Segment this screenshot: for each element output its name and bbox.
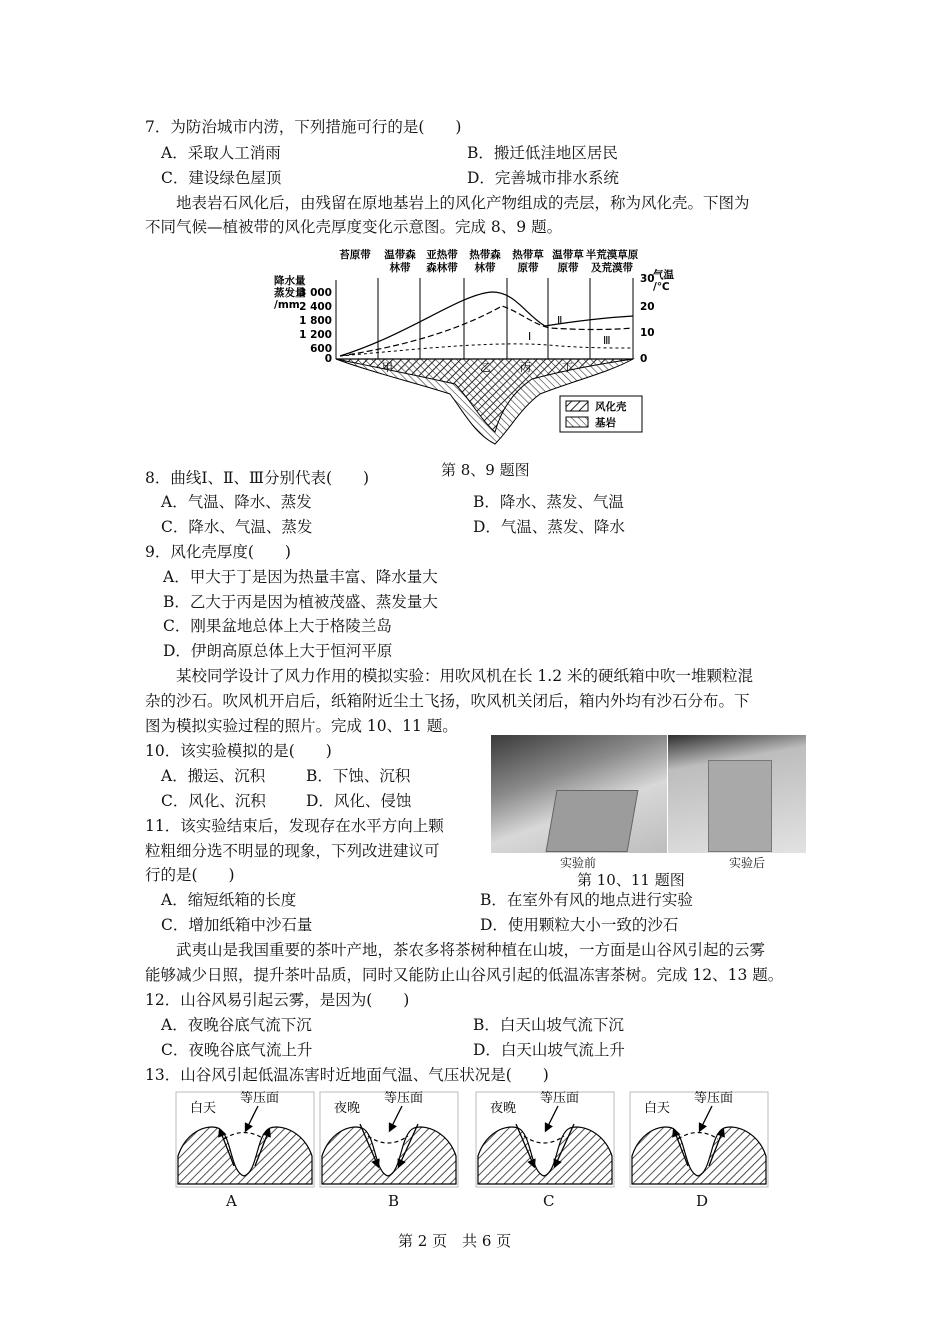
q10-stem: 10．该实验模拟的是( ) [145,742,332,760]
q11-option-c: C．增加纸箱中沙石量 [161,916,313,934]
fig89-text: 森林带 [426,262,458,274]
experiment-photo-before [491,735,667,853]
q8-stem: 8．曲线Ⅰ、Ⅱ、Ⅲ分别代表( ) [145,469,370,487]
q11-stem-line1: 11．该实验结束后，发现存在水平方向上颗 [145,817,444,835]
fig89-text: 原带 [517,262,539,274]
fig89-text: 乙 [480,361,491,374]
q11-stem-line2: 粒粗细分选不明显的现象，下列改进建议可 [145,842,440,860]
fig89-text: /℃ [653,281,670,293]
photo-label-before: 实验前 [560,856,597,870]
right-axis [640,268,674,365]
fig89-text: 1 800 [299,315,332,327]
intro1011-line1: 某校同学设计了风力作用的模拟实验：用吹风机在长 1.2 米的硬纸箱中吹一堆颗粒混 [176,667,754,685]
fig89-text: 600 [310,343,332,355]
isobar-label: 等压面 [540,1091,580,1106]
q12-stem: 12．山谷风易引起云雾，是因为( ) [145,991,410,1009]
fig89-text: 丁 [562,361,573,374]
fig89-text: 热带草 [512,249,544,261]
fig89-text: 0 [640,353,648,365]
isobar-label: 等压面 [384,1091,424,1106]
fig89-text: 蒸发量 [274,287,306,299]
q10-option-a: A．搬运、沉积 [161,767,266,785]
intro1213-line2: 能够减少日照，提升茶叶品质，同时又能防止山谷风引起的低温冻害茶树。完成 12、13 题。 [145,966,784,984]
page-footer: 第 2 页 共 6 页 [398,1232,512,1250]
q7-option-b: B．搬迁低洼地区居民 [467,144,618,162]
q13-letter-c: C [543,1192,555,1210]
intro89-line1: 地表岩石风化后，由残留在原地基岩上的风化产物组成的壳层，称为风化壳。下图为 [176,194,750,212]
q11-option-d: D．使用颗粒大小一致的沙石 [480,916,679,934]
q8-option-d: D．气温、蒸发、降水 [473,518,625,536]
photo-label-after: 实验后 [729,856,766,870]
q9-stem: 9．风化壳厚度( ) [145,543,291,561]
fig89-caption: 第 8、9 题图 [441,461,530,479]
experiment-photo-after [668,735,806,853]
fig89-text: 温带草 [552,249,584,261]
fig89-text: 1 200 [299,329,332,341]
q13-stem: 13．山谷风引起低温冻害时近地面气温、气压状况是( ) [145,1066,549,1084]
q8-option-c: C．降水、气温、蒸发 [161,518,313,536]
q7-option-a: A．采取人工消雨 [161,144,281,162]
fig89-text: 温带森 [384,249,416,261]
legend [560,396,642,432]
intro1011-line3: 图为模拟实验过程的照片。完成 10、11 题。 [145,717,458,735]
isobar-label: 等压面 [694,1091,734,1106]
zone-headers [339,248,638,274]
fig89-text: 林带 [389,262,411,274]
fig89-text: 甲 [382,361,393,374]
fig89-text: 气温 [653,269,674,281]
q10-option-d: D．风化、侵蚀 [306,792,412,810]
q12-option-b: B．白天山坡气流下沉 [473,1016,624,1034]
intro1011-line2: 杂的沙石。吹风机开启后，纸箱附近尘土飞扬，吹风机关闭后，箱内外均有沙石分布。下 [145,692,750,710]
q13-letter-a: A [226,1192,237,1210]
valley-wind-panels [170,1084,780,1212]
fig89-text: 及荒漠带 [591,262,633,274]
q7-option-d: D．完善城市排水系统 [467,169,619,187]
q12-option-c: C．夜晚谷底气流上升 [161,1041,313,1059]
time-label: 夜晚 [490,1101,517,1116]
q9-option-a: A．甲大于丁是因为热量丰富、降水量大 [163,568,438,586]
q8-option-a: A．气温、降水、蒸发 [161,493,312,511]
fig89-text: 3 000 [299,287,332,299]
fig89-text: 风化壳 [595,401,627,413]
fig89-text: Ⅰ [528,330,532,343]
time-label: 夜晚 [334,1101,361,1116]
q7-option-c: C．建设绿色屋顶 [161,169,282,187]
fig89-text: 30 [640,273,655,285]
fig89-text: 原带 [557,262,579,274]
q13-letter-d: D [696,1192,709,1210]
q11-option-a: A．缩短纸箱的长度 [161,891,297,909]
fig89-text: 半荒漠草原 [585,249,639,261]
q8-option-b: B．降水、蒸发、气温 [473,493,624,511]
fig89-text: 20 [640,301,655,313]
fig89-text: Ⅱ [557,314,563,327]
fig89-text: 亚热带 [426,249,458,261]
q9-option-c: C．刚果盆地总体上大于格陵兰岛 [163,617,392,635]
fig89-text: /mm [274,299,300,311]
weathering-crust-diagram [270,244,690,459]
fig1011-caption: 第 10、11 题图 [577,871,685,889]
fig89-text: 林带 [474,262,496,274]
isobar-label: 等压面 [240,1091,280,1106]
q13-letter-b: B [388,1192,400,1210]
intro1213-line1: 武夷山是我国重要的茶叶产地，茶农多将茶树种植在山坡，一方面是山谷风引起的云雾 [176,941,766,959]
fig89-text: 10 [640,327,655,339]
q9-option-d: D．伊朗高原总体上大于恒河平原 [163,642,393,660]
q7-stem: 7．为防治城市内涝，下列措施可行的是( ) [145,118,462,136]
q10-option-b: B．下蚀、沉积 [306,767,411,785]
fig89-text: 苔原带 [339,249,371,261]
valley-panel-d [630,1091,768,1187]
valley-panel-a [176,1091,314,1187]
fig89-text: 2 400 [299,301,332,313]
q12-option-d: D．白天山坡气流上升 [473,1041,625,1059]
fig89-text: Ⅲ [603,334,611,347]
intro89-line2: 不同气候—植被带的风化壳厚度变化示意图。完成 8、9 题。 [145,218,563,236]
fig89-text: 丙 [520,361,531,374]
time-label: 白天 [190,1101,217,1116]
time-label: 白天 [644,1101,671,1116]
fig89-text: 降水量 [274,275,306,287]
q12-option-a: A．夜晚谷底气流下沉 [161,1016,312,1034]
q10-option-c: C．风化、沉积 [161,792,266,810]
fig89-text: 0 [324,353,332,365]
q11-stem-line3: 行的是( ) [145,866,235,884]
fig89-text: 热带森 [469,249,501,261]
left-axis [274,274,332,365]
q9-option-b: B．乙大于丙是因为植被茂盛、蒸发量大 [163,593,438,611]
valley-panel-c [476,1091,614,1187]
fig89-text: 基岩 [595,417,616,429]
valley-panel-b [320,1091,458,1187]
q11-option-b: B．在室外有风的地点进行实验 [480,891,693,909]
